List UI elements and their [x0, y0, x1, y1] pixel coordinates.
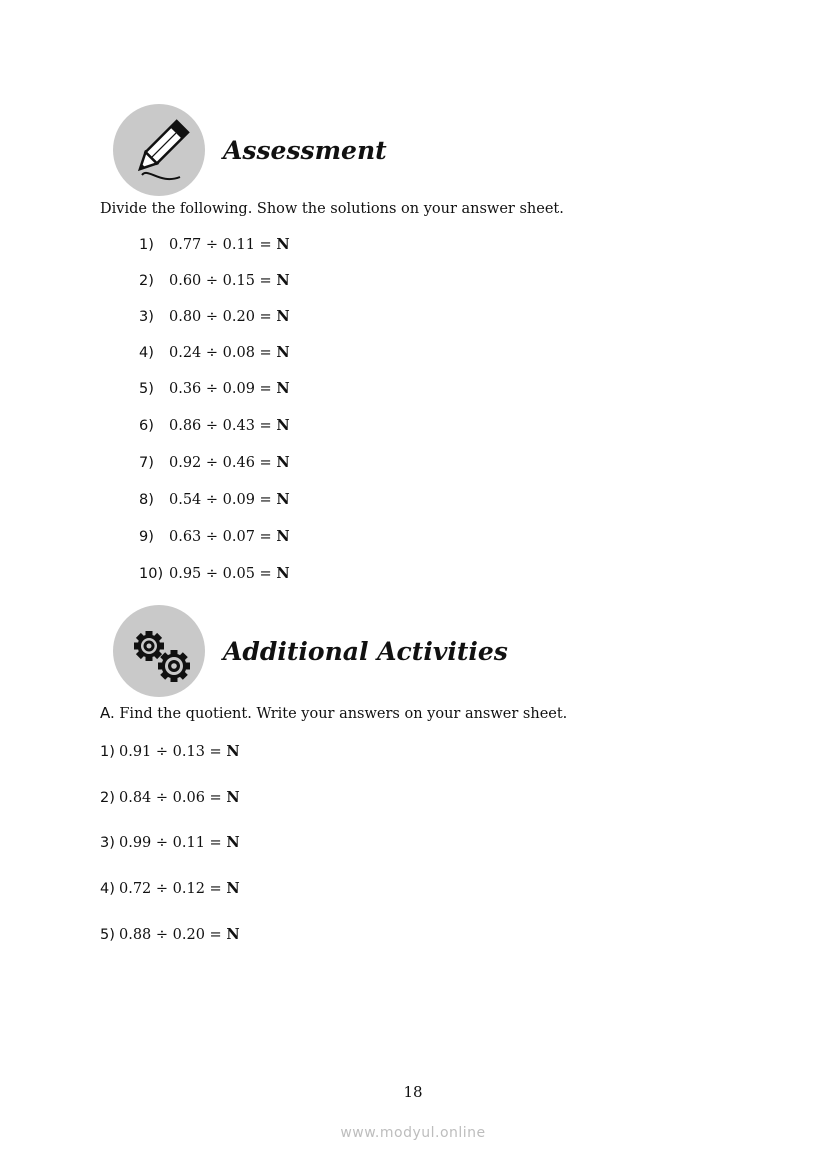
additional-activities-header — [113, 605, 508, 697]
assessment-header — [113, 104, 387, 196]
additional-instruction — [100, 704, 567, 722]
list-item: 10) 0.95 ÷ 0.05 = N — [139, 565, 290, 582]
list-item: 1) 0.91 ÷ 0.13 = N — [100, 743, 240, 760]
list-item: 8) 0.54 ÷ 0.09 = N — [139, 491, 290, 508]
list-item: 2) 0.60 ÷ 0.15 = N — [139, 272, 290, 289]
watermark-text: www.modyul.online — [340, 1125, 486, 1141]
page-number: 18 — [403, 1083, 423, 1101]
list-item: 9) 0.63 ÷ 0.07 = N — [139, 528, 290, 545]
list-item: 4) 0.72 ÷ 0.12 = N — [100, 880, 240, 897]
assessment-instruction: Divide the following. Show the solutions on your answer sheet. — [100, 201, 564, 217]
instruction-letter: A. — [100, 704, 115, 722]
list-item: 5) 0.36 ÷ 0.09 = N — [139, 380, 290, 397]
gears-icon — [113, 605, 205, 697]
list-item: 3) 0.80 ÷ 0.20 = N — [139, 308, 290, 325]
section-title-additional-activities: Additional Activities — [223, 636, 508, 666]
list-item: 1) 0.77 ÷ 0.11 = N — [139, 236, 290, 253]
list-item: 2) 0.84 ÷ 0.06 = N — [100, 789, 240, 806]
list-item: 4) 0.24 ÷ 0.08 = N — [139, 344, 290, 361]
list-item: 7) 0.92 ÷ 0.46 = N — [139, 454, 290, 471]
list-item: 3) 0.99 ÷ 0.11 = N — [100, 834, 240, 851]
pencil-icon — [113, 104, 205, 196]
list-item: 5) 0.88 ÷ 0.20 = N — [100, 926, 240, 943]
section-title-assessment: Assessment — [223, 135, 387, 165]
instruction-text: Find the quotient. Write your answers on your answer sheet. — [119, 706, 568, 722]
list-item: 6) 0.86 ÷ 0.43 = N — [139, 417, 290, 434]
